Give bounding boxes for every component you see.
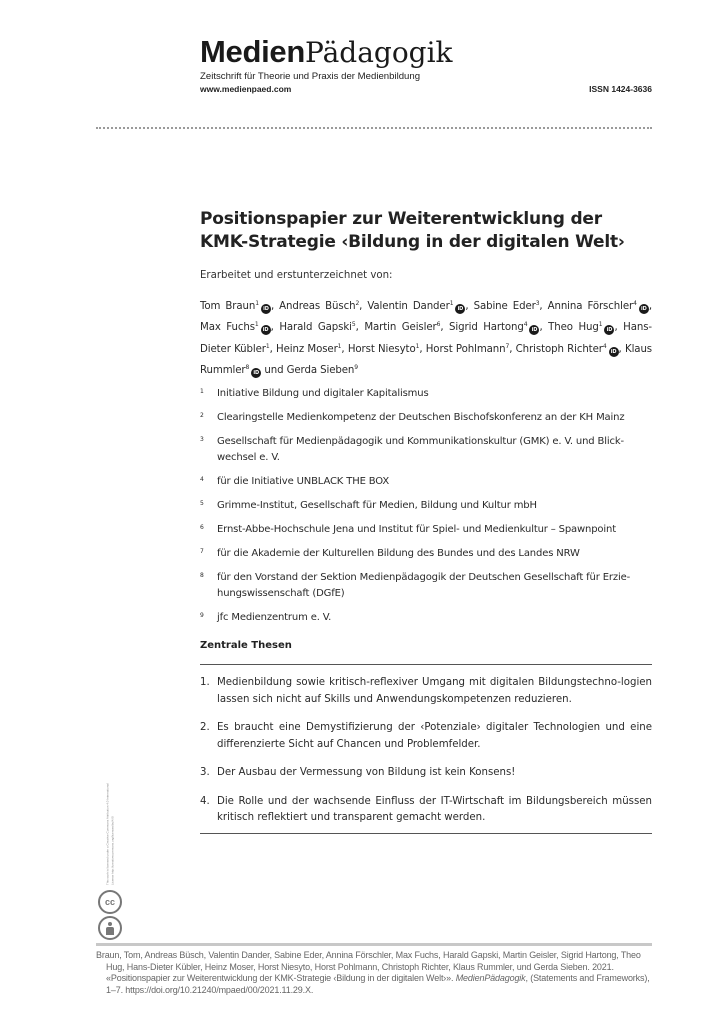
affiliation-marker: 1	[415, 342, 420, 350]
affiliation-item	[200, 410, 652, 426]
license-notice: This work is licensed under a Creative Commons Attribution 4.0 International License http://creativecommons.org/licenses/by/4.0/	[105, 783, 114, 885]
affiliation-marker: 4	[602, 342, 607, 350]
affiliation-text: für den Vorstand der Sektion Medienpädagogik der Deutschen Gesellschaft für Erzie-hungswissenschaft (DGfE)	[217, 572, 631, 600]
affiliation-number: 4	[200, 476, 204, 484]
author-name: Hans-Dieter Kübler	[200, 322, 652, 355]
affiliation-item	[200, 386, 652, 402]
author-name: Klaus Rummler	[200, 343, 653, 376]
thesis-number: 4.	[200, 795, 210, 807]
affiliation-item	[200, 522, 652, 538]
thesis-text: Medienbildung sowie kritisch-reflexiver Umgang mit digitalen Bildungstechno-logien lassen sich nicht auf Skills und Anwendungskompetenzen reduzieren.	[217, 677, 652, 705]
orcid-icon[interactable]: iD	[455, 304, 465, 314]
journal-header	[200, 36, 652, 94]
thesis-text: Der Ausbau der Vermessung von Bildung ist kein Konsens!	[217, 767, 516, 779]
affiliation-marker: 5	[351, 321, 356, 329]
thesis-item	[200, 720, 652, 753]
author-name: Theo Hug	[548, 322, 599, 334]
affiliation-item	[200, 474, 652, 490]
author-name: Sabine Eder	[473, 301, 536, 312]
affiliation-marker: 1	[265, 342, 270, 350]
affiliation-item	[200, 570, 652, 602]
thesis-item	[200, 765, 652, 782]
author-name: Annina Förschler	[547, 301, 634, 312]
affiliation-marker: 2	[355, 300, 360, 307]
affiliation-marker: 4	[523, 321, 528, 329]
author-name: Andreas Büsch	[279, 301, 356, 312]
affiliation-text: Initiative Bildung und digitaler Kapitalismus	[217, 388, 429, 400]
author-name: Harald Gapski	[279, 322, 352, 334]
author: Sigrid Hartong$^4$iD ,	[449, 321, 549, 334]
author: Harald Gapski$^5$,	[279, 321, 365, 334]
affiliation-text: jfc Medienzentrum e. V.	[217, 612, 332, 624]
orcid-icon[interactable]: iD	[609, 347, 619, 357]
author: Valentin Dander$^1$iD ,	[367, 300, 474, 312]
authors-intro: Erarbeitet und erstunterzeichnet von:	[200, 270, 393, 281]
author: Martin Geisler$^6$,	[364, 321, 450, 334]
orcid-icon[interactable]: iD	[529, 325, 539, 335]
header-divider	[96, 127, 652, 129]
affiliation-marker: 1	[598, 321, 603, 329]
affiliation-marker: 9	[354, 363, 358, 371]
article-body	[200, 208, 652, 834]
doi-link[interactable]: , (Statements and Frameworks), 1–7. https://doi.org/10.21240/mpaed/00/2021.11.29.X.	[106, 973, 650, 995]
author: Horst Pohlmann$^7$,	[425, 342, 516, 355]
author-name: Horst Niesyto	[347, 343, 416, 355]
author-name: Horst Pohlmann	[425, 343, 506, 355]
theses-list	[200, 675, 652, 827]
affiliation-item	[200, 434, 652, 466]
affiliation-text: Clearingstelle Medienkompetenz der Deutschen Bischofskonferenz an der KH Mainz	[217, 412, 625, 424]
affiliation-text: für die Initiative UNBLACK THE BOX	[217, 476, 390, 488]
affiliation-number: 9	[200, 612, 204, 620]
affiliation-text: Ernst-Abbe-Hochschule Jena und Institut für Spiel- und Medienkultur – Spawnpoint	[217, 524, 616, 536]
thesis-item	[200, 675, 652, 708]
citation: Braun, Tom, Andreas Büsch, Valentin Dander, Sabine Eder, Annina Förschler, Max Fuchs, Harald Gapski, Martin Geisler, Sigrid Hartong, Theo Hug, Hans-Dieter Kübler, Heinz Moser, Horst Niesyto, Horst Pohlmann, Christoph Richter, Klaus Rummler, und Gerda Sieben. 2021. «Positionspapier zur Weiterentwicklung der KMK-Strategie ‹Bildung in der digitalen Welt›». MedienPädagogik, (Statements and Frameworks), 1–7. https://doi.org/10.21240/mpaed/00/2021.11.29.X.	[96, 950, 650, 995]
thesis-text: Es braucht eine Demystifizierung der ‹Potenziale› digitaler Technologien und eine differenzierte Sicht auf Chancen und Problemfelder.	[217, 722, 652, 750]
attribution-icon[interactable]	[98, 916, 122, 940]
affiliation-marker: 1	[254, 321, 259, 329]
author-name: Tom Braun	[200, 301, 256, 312]
footer-divider	[96, 943, 652, 946]
section-divider-bottom	[200, 833, 652, 834]
affiliation-marker: 1	[255, 300, 259, 307]
journal-name: MedienPädagogik	[455, 973, 526, 983]
affiliation-marker: 3	[535, 300, 540, 307]
author: Klaus Rummler$^8$iD und	[200, 343, 653, 376]
thesis-number: 3.	[200, 767, 210, 779]
affiliation-marker: 1	[337, 342, 342, 350]
thesis-item	[200, 794, 652, 827]
orcid-icon[interactable]: iD	[261, 304, 271, 314]
orcid-icon[interactable]: iD	[261, 325, 271, 335]
author: Andreas Büsch$^2$,	[279, 300, 368, 312]
journal-subtitle: Zeitschrift für Theorie und Praxis der Medienbildung	[200, 71, 421, 82]
author-name: Sigrid Hartong	[449, 322, 524, 334]
affiliation-text: Gesellschaft für Medienpädagogik und Kommunikationskultur (GMK) e. V. und Blick-wechsel e. V.	[217, 436, 624, 464]
author: Christoph Richter$^4$iD ,	[515, 342, 625, 355]
issn: ISSN 1424-3636	[589, 84, 652, 94]
affiliation-number: 3	[200, 436, 204, 444]
affiliation-marker: 4	[633, 300, 637, 307]
affiliation-marker: 1	[449, 300, 454, 307]
author-name: Gerda Sieben	[286, 364, 355, 376]
affiliation-number: 7	[200, 548, 204, 556]
orcid-icon[interactable]: iD	[251, 368, 261, 378]
author: Tom Braun$^1$iD ,	[200, 300, 280, 312]
affiliation-number: 6	[200, 524, 204, 532]
author-name: Heinz Moser	[276, 343, 338, 355]
author-name: Valentin Dander	[367, 301, 450, 312]
thesis-number: 1.	[200, 677, 210, 689]
journal-website-link[interactable]: www.medienpaed.com	[200, 84, 292, 94]
author	[287, 365, 358, 376]
author: Hans-Dieter Kübler$^1$,	[200, 322, 652, 355]
section-title: Zentrale Thesen	[200, 640, 292, 652]
author: Sabine Eder$^3$,	[473, 300, 548, 312]
article-title: Positionspapier zur Weiterentwicklung der KMK-Strategie ‹Bildung in der digitalen Welt›	[200, 209, 625, 252]
thesis-number: 2.	[200, 722, 210, 734]
author: Annina Förschler$^4$iD ,	[547, 300, 652, 312]
affiliation-text: für die Akademie der Kulturellen Bildung des Bundes und des Landes NRW	[217, 548, 580, 560]
thesis-text: Die Rolle und der wachsende Einfluss der IT-Wirtschaft im Bildungsbereich müssen kritisch reflektiert und transparent gemacht werden.	[217, 795, 652, 824]
orcid-icon[interactable]: iD	[604, 325, 614, 335]
affiliation-number: 8	[200, 572, 204, 580]
author-name: Max Fuchs	[200, 322, 255, 334]
affiliation-marker: 6	[436, 321, 441, 329]
journal-logo: MedienPädagogik	[200, 34, 453, 69]
affiliation-marker: 7	[505, 342, 510, 350]
affiliation-number: 2	[200, 412, 204, 420]
section-divider-top	[200, 664, 652, 665]
affiliation-item	[200, 610, 652, 626]
orcid-icon[interactable]: iD	[639, 304, 649, 314]
author-name: Martin Geisler	[364, 322, 437, 334]
affiliation-number: 1	[200, 388, 204, 396]
author: Heinz Moser$^1$,	[276, 342, 348, 355]
creative-commons-icon[interactable]: cc	[98, 890, 122, 914]
affiliation-text: Grimme-Institut, Gesellschaft für Medien, Bildung und Kultur mbH	[217, 500, 537, 512]
author-list	[200, 295, 652, 380]
affiliation-list	[200, 386, 652, 626]
affiliation-item	[200, 498, 652, 514]
author: Horst Niesyto$^1$,	[347, 342, 426, 355]
author: Max Fuchs$^1$iD ,	[200, 321, 280, 334]
affiliation-number: 5	[200, 500, 204, 508]
author: Theo Hug$^1$iD ,	[548, 321, 624, 334]
affiliation-marker: 8	[245, 363, 250, 371]
affiliation-item	[200, 546, 652, 562]
author-name: Christoph Richter	[515, 343, 603, 355]
